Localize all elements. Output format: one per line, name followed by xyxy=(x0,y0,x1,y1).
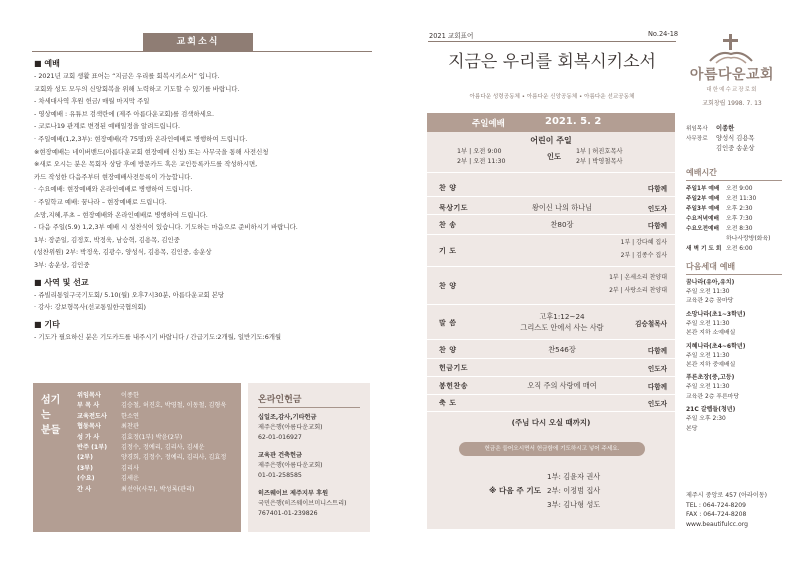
next-gen-list: 꿈나라(유아,유치) 주일 오전 11:30 교육관 2층 꿈마당 소망나라(초1~3학년) 주일 오전 11:30 본관 지하 소예배실 지혜나라(초4~6학년) 주일 오전 11:30 본관 지하 중예배실 푸른초장(중,고등) 주일 오전 11:30 교육관 2층 푸른마당 21C 갈렙들(청년) 주일 오후 2:30 본당 xyxy=(686,279,746,432)
divider xyxy=(427,214,675,215)
divider xyxy=(427,376,675,377)
staff-info: 위임목사 이종한 사무장로 양성식 김용목 김인중 송운상 xyxy=(686,125,755,152)
schedule-item: 수요오전예배 오전 8:30 xyxy=(686,226,753,232)
section-heading-etc: ■ 기타 xyxy=(34,319,60,329)
schedule-item: 주일3부 예배 오후 2:30 xyxy=(686,206,753,212)
divider xyxy=(427,411,675,412)
schedule-item: 주일2부 예배 오전 11:30 xyxy=(686,196,757,202)
news-line: - 코로나19 관계로 변경된 예배일정을 알려드립니다. xyxy=(34,122,181,131)
divider xyxy=(427,196,675,197)
online-offering-box xyxy=(248,383,370,532)
server-row: (수요) 김세운 xyxy=(77,475,139,483)
servers-list xyxy=(77,391,226,495)
news-line: · 강사: 강보형목사(선교통일한국협의회) xyxy=(34,303,147,312)
news-line: 교회와 성도 모두의 신앙회복을 위해 노력하고 기도할 수 있기를 바랍니다. xyxy=(34,84,240,93)
news-line: · 수요예배: 현장예배와 온라인예배로 병행하여 드립니다. xyxy=(34,185,193,194)
news-line: · 주일예배(1,2,3부): 현장예배(각 75명)와 온라인예배로 병행하여 드립니다. xyxy=(34,134,248,143)
section-heading-worship: ■ 예배 xyxy=(34,59,60,68)
server-row: (2부) 양경희, 김정수, 정예리, 김리사, 김효정 xyxy=(77,454,227,462)
server-row: 협동목사 최찬관 xyxy=(77,423,139,431)
slogan: 지금은 우리를 회복시키소서 xyxy=(448,52,656,72)
motto: 아름다운 성령공동체 • 아름다운 신앙공동체 • 아름다운 선교공동체 xyxy=(469,94,635,100)
news-line: - 다음 주일(5.9) 1,2,3부 예배 시 성찬식이 있습니다. 기도하는 마음으로 준비하시기 바랍니다. xyxy=(34,223,298,232)
news-line: 3부: 송운상, 김인중 xyxy=(34,260,90,269)
divider xyxy=(427,339,675,340)
news-line: - 차세대사역 후원 헌금/ 매월 마지막 주일 xyxy=(34,97,150,106)
news-line: 카드 작성한 다음주부터 현장예배사전등록이 가능합니다. xyxy=(34,172,193,181)
right-page xyxy=(400,0,800,565)
contact-info xyxy=(686,491,767,529)
news-line: 소망,지혜,푸초 – 현장예배와 온라인예배로 병행하여 드립니다. xyxy=(34,210,208,219)
divider xyxy=(427,304,675,305)
worship-header xyxy=(427,113,675,132)
worship-label: 주일예배 xyxy=(472,119,505,129)
news-title: 교회소식 xyxy=(143,33,253,51)
server-row: 간 사 최선아(사무), 박성록(관리) xyxy=(77,485,195,493)
server-row: 위임목사 이종한 xyxy=(77,392,139,399)
news-line: ※새로 오시는 분은 목회자 상담 후에 방문카드 혹은 교인등록카드를 작성하시면, xyxy=(34,160,258,169)
section-heading-mission: ■ 사역 및 선교 xyxy=(34,277,89,287)
church-name: 아름다운교회 xyxy=(689,67,775,83)
server-row: 반주 (1부) 김정수, 정예리, 김리사, 김세운 xyxy=(77,444,205,452)
divider xyxy=(427,172,675,173)
account-block: 히즈웨이브 제주지부 후원 국민은행(히즈웨이브미니스트리) 767401-01-239826 xyxy=(258,490,347,517)
server-row: 부 목 사 김승철, 허진호, 박영철, 이동철, 김형욱 xyxy=(77,402,227,410)
fax: FAX : 064-724-8208 xyxy=(686,511,747,519)
account-block: 교육관 건축헌금 제주은행(아름다운교회) 01-01-258585 xyxy=(258,452,323,479)
worship-order: 주일예배 2021. 5. 2 어린이 주일 1부 | 오전 9:00 2부 | 오전 11:30 인도 1부 | 허진호목사 2부 | 박영철목사 찬 양 다함께 묵상기도 왕이신 나의 하나님 인도자 찬 송 찬80장 다함께 기 도 1부 | 강다혜 집사 2부 | 김종수 집사 찬 양 1부 | 온세소리 찬양대 2부 | 사랑소리 찬양대 말 씀 고후1:12~24 그리스도 안에서 사는 사람 김승철목사 찬 양 찬546장 다함께 헌금기도 인도자 봉헌찬송 오직 주의 사랑에 매여 다함께 축 도 인도자 (주님 다시 오실 때까지) 헌금은 들어오시면서 헌금함에 기도하시고 넣어 주세요. ※ 다음 주 기도 1부: 김윤자 권사 2부: 이정범 집사 3부: 김나형 성도 xyxy=(427,113,675,529)
divider xyxy=(427,394,675,395)
divider xyxy=(427,358,675,359)
news-line: - 쥬빌리통일구국기도회/ 5.10(월) 오후7시30분, 아름다운교회 본당 xyxy=(34,290,225,299)
schedule-item: 하나사랑방(화육) xyxy=(726,236,771,242)
schedule-list xyxy=(686,184,796,254)
news-line: 1부: 장준일, 김정호, 박정욱, 남승혁, 김용목, 김인중 xyxy=(34,235,180,244)
news-line: (성찬위원) 2부: 박정욱, 김광수, 양성식, 김용목, 김인중, 송운상 xyxy=(34,248,212,257)
divider xyxy=(427,266,675,267)
servers-box xyxy=(33,383,241,532)
news-line: - 2021년 교회 생활 표어는 “지금은 우리를 회복시키소서” 입니다. xyxy=(34,72,220,80)
next-week-prayer-label: ※ 다음 주 기도 xyxy=(489,486,541,495)
kids-sunday-title: 어린이 주일 xyxy=(530,136,572,145)
news-line: · 주일학교 예배: 꿈나라 – 현장예배로 드립니다. xyxy=(34,197,167,206)
server-row: 교육전도사 한소연 xyxy=(77,412,139,420)
divider xyxy=(427,234,675,235)
service-hosts: 인도 1부 | 허진호목사 2부 | 박영철목사 xyxy=(547,148,623,166)
servers-side-title: 섬기는 분들 xyxy=(41,395,61,436)
next-week-prayer-list: 1부: 김윤자 권사 2부: 이정범 집사 3부: 김나형 성도 xyxy=(547,472,601,509)
online-offering-title: 온라인헌금 xyxy=(258,395,302,405)
news-line: - 영상예배 : 유튜브 검색란에 (제주 아름다운교회)를 검색하세요. xyxy=(34,109,215,118)
news-divider xyxy=(32,51,372,52)
schedule-item: 수요저녁예배 오후 7:30 xyxy=(686,216,753,222)
closing-phrase: (주님 다시 오실 때까지) xyxy=(511,418,591,427)
service-times: 1부 | 오전 9:00 2부 | 오전 11:30 xyxy=(457,148,506,166)
account-block: 십일조,감사,기타헌금 제주은행(아름다운교회) 62-01-016927 xyxy=(258,414,323,441)
founded-date: 교회창립 1998. 7. 13 xyxy=(702,100,762,107)
church-cross-icon xyxy=(708,32,754,64)
website-link[interactable]: www.beautifulcc.org xyxy=(686,520,748,528)
info-column xyxy=(686,124,796,434)
next-gen-divider xyxy=(686,274,782,275)
phone: TEL : 064-724-8209 xyxy=(686,501,747,509)
news-content xyxy=(34,58,379,343)
schedule-item: 새 벽 기 도 회 오전 6:00 xyxy=(686,246,753,252)
news-line: - 기도가 필요하신 분은 기도카드를 내주시기 바랍니다 / 간급기도:2개월, 일반기도:6개월 xyxy=(34,332,282,341)
schedule-divider xyxy=(686,180,782,181)
next-gen-title: 다음세대 예배 xyxy=(686,262,736,271)
address: 제주시 중앙로 457 (아라이동) xyxy=(686,492,768,499)
year-label: 2021 교회표어 xyxy=(429,32,474,40)
schedule-item: 주일1부 예배 오전 9:00 xyxy=(686,186,753,192)
header-divider xyxy=(428,41,676,42)
online-offering-divider xyxy=(258,407,360,408)
issue-number: No.24-18 xyxy=(648,30,679,38)
worship-date: 2021. 5. 2 xyxy=(545,116,602,127)
news-line: ※현장예배는 네이버밴드(아름다운교회 현장예배 신청) 또는 사무국을 통해 사전신청 xyxy=(34,147,269,156)
server-row: (3부) 김리사 xyxy=(77,464,139,472)
server-row: 성 가 사 김효정(1부) 박윤(2부) xyxy=(77,433,183,441)
schedule-title: 예배시간 xyxy=(686,168,717,177)
offering-note: 헌금은 들어오시면서 헌금함에 기도하시고 넣어 주세요. xyxy=(459,442,645,456)
denomination: 대한예수교장로회 xyxy=(706,87,758,93)
